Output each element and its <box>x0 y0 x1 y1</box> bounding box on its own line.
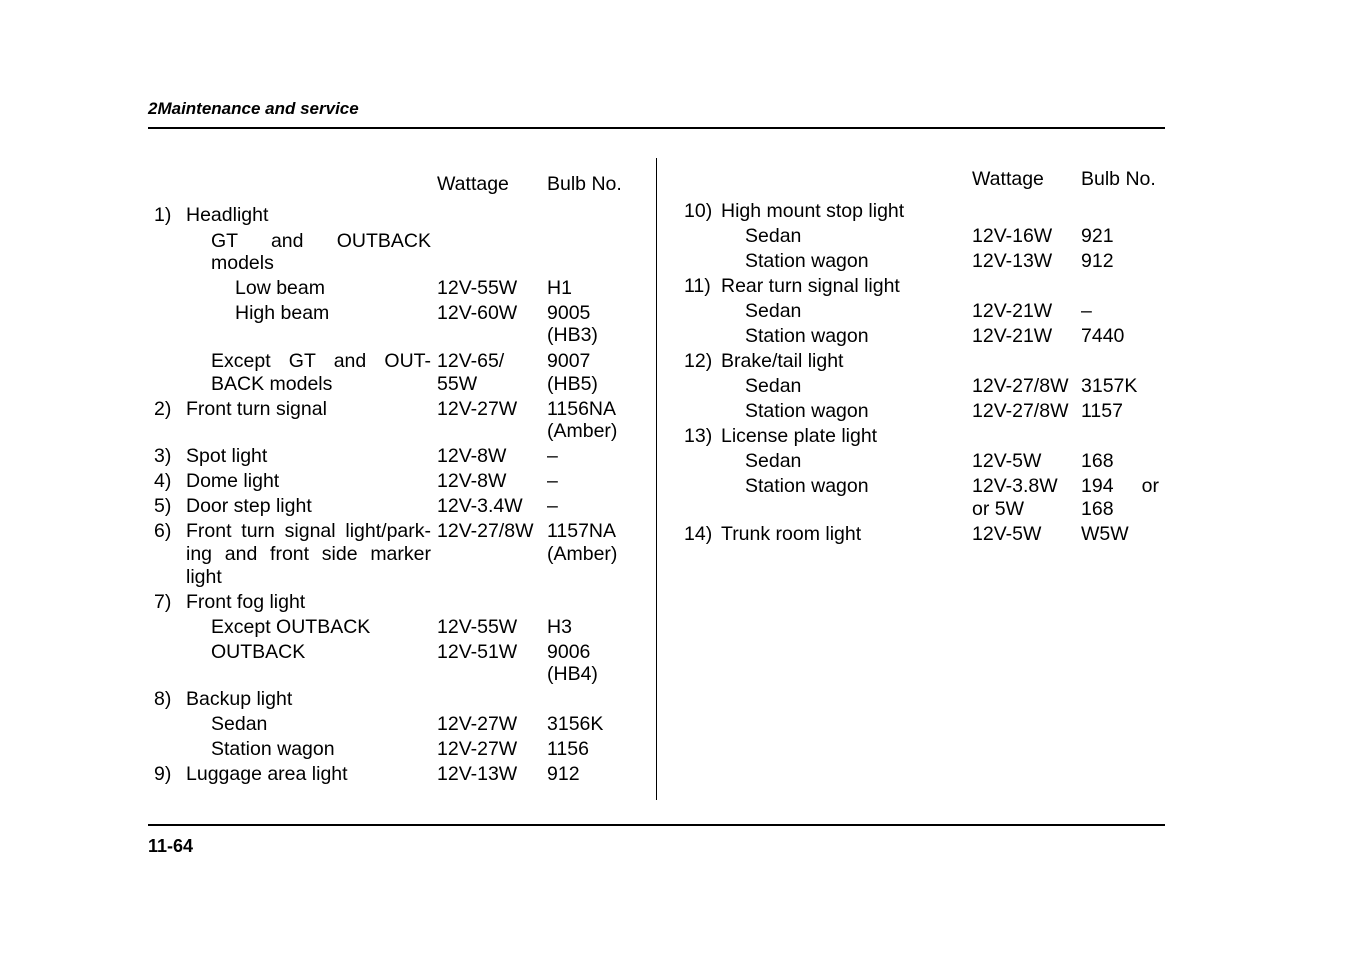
wattage-value: 12V-13W <box>972 250 1053 272</box>
wattage-value: 12V-27/8W <box>972 400 1069 422</box>
item-label: Front fog light <box>186 591 306 613</box>
bulb-number: (HB4) <box>547 663 598 685</box>
item-number: 13) <box>684 425 713 447</box>
item-label: Station wagon <box>745 250 869 272</box>
wattage-value: 12V-27W <box>437 713 518 735</box>
wattage-value: 12V-21W <box>972 325 1053 347</box>
item-label: Luggage area light <box>186 763 348 785</box>
item-label: Spot light <box>186 445 268 467</box>
wattage-value: 12V-51W <box>437 641 518 663</box>
item-label: Sedan <box>745 225 802 247</box>
running-header: 2Maintenance and service <box>148 99 359 118</box>
bulb-number: 912 <box>1081 250 1114 272</box>
wattage-value: 12V-5W <box>972 450 1042 472</box>
wattage-column-header: Wattage <box>972 168 1044 190</box>
wattage-value: 12V-27/8W <box>437 520 534 542</box>
bulb-number: (HB5) <box>547 373 598 395</box>
wattage-value: 12V-60W <box>437 302 518 324</box>
wattage-value: 12V-8W <box>437 445 507 467</box>
bulb-number: 1157NA <box>547 520 617 542</box>
bulb-number: 7440 <box>1081 325 1125 347</box>
item-label: Sedan <box>211 713 268 735</box>
bulb-number: (Amber) <box>547 543 618 565</box>
item-label: High beam <box>235 302 330 324</box>
wattage-value: 12V-13W <box>437 763 518 785</box>
item-number: 5) <box>154 495 172 517</box>
item-label: Front turn signal light/park- <box>186 520 431 542</box>
item-number: 12) <box>684 350 713 372</box>
item-label: High mount stop light <box>721 200 905 222</box>
bulb-number: 194 or <box>1081 475 1159 497</box>
wattage-value: 12V-16W <box>972 225 1053 247</box>
wattage-value: 12V-27W <box>437 398 518 420</box>
wattage-value: 12V-55W <box>437 616 518 638</box>
wattage-value: or 5W <box>972 498 1025 520</box>
bulb-number: 9005 <box>547 302 591 324</box>
item-number: 1) <box>154 204 172 226</box>
item-label: BACK models <box>211 373 333 395</box>
item-number: 2) <box>154 398 172 420</box>
item-number: 3) <box>154 445 172 467</box>
item-number: 8) <box>154 688 172 710</box>
wattage-value: 12V-65/ <box>437 350 505 372</box>
wattage-value: 12V-21W <box>972 300 1053 322</box>
item-number: 4) <box>154 470 172 492</box>
item-label: Station wagon <box>745 400 869 422</box>
bulb-number: W5W <box>1081 523 1129 545</box>
wattage-value: 55W <box>437 373 478 395</box>
item-label: Brake/tail light <box>721 350 844 372</box>
bulb-number: 168 <box>1081 498 1114 520</box>
item-label: OUTBACK <box>211 641 306 663</box>
wattage-column-header: Wattage <box>437 173 509 195</box>
page-number: 11-64 <box>148 836 194 856</box>
item-number: 11) <box>684 275 711 297</box>
bulb-number: 1156NA <box>547 398 617 420</box>
bulb-number: 9006 <box>547 641 591 663</box>
wattage-value: 12V-55W <box>437 277 518 299</box>
item-label: Except GT and OUT- <box>211 350 431 372</box>
bulb-column-header: Bulb No. <box>547 173 622 195</box>
item-label: Station wagon <box>745 325 869 347</box>
item-label: light <box>186 566 222 588</box>
item-number: 9) <box>154 763 172 785</box>
item-label: Low beam <box>235 277 325 299</box>
item-label: models <box>211 252 274 274</box>
bulb-number: – <box>1081 300 1092 322</box>
item-label: Sedan <box>745 450 802 472</box>
item-label: Sedan <box>745 375 802 397</box>
bulb-number: 3156K <box>547 713 604 735</box>
item-number: 7) <box>154 591 172 613</box>
header-rule <box>148 127 1165 129</box>
item-label: Station wagon <box>211 738 335 760</box>
bulb-number: 921 <box>1081 225 1114 247</box>
item-label: Door step light <box>186 495 312 517</box>
item-number: 14) <box>684 523 713 545</box>
bulb-number: 168 <box>1081 450 1114 472</box>
item-label: Headlight <box>186 204 269 226</box>
bulb-number: – <box>547 470 558 492</box>
bulb-number: (Amber) <box>547 420 618 442</box>
item-label: Except OUTBACK <box>211 616 371 638</box>
item-label: Front turn signal <box>186 398 327 420</box>
item-label: Sedan <box>745 300 802 322</box>
item-label: License plate light <box>721 425 878 447</box>
bulb-number: 9007 <box>547 350 591 372</box>
bulb-number: 1156 <box>547 738 589 760</box>
item-label: Rear turn signal light <box>721 275 900 297</box>
bulb-number: 1157 <box>1081 400 1123 422</box>
footer-rule <box>148 824 1165 826</box>
bulb-number: 912 <box>547 763 580 785</box>
item-label: ing and front side marker <box>186 543 431 565</box>
wattage-value: 12V-5W <box>972 523 1042 545</box>
bulb-number: 3157K <box>1081 375 1138 397</box>
item-label: Backup light <box>186 688 293 710</box>
wattage-value: 12V-27W <box>437 738 518 760</box>
wattage-value: 12V-3.8W <box>972 475 1058 497</box>
item-label: Dome light <box>186 470 280 492</box>
wattage-value: 12V-8W <box>437 470 507 492</box>
bulb-number: H1 <box>547 277 572 299</box>
wattage-value: 12V-3.4W <box>437 495 523 517</box>
bulb-number: – <box>547 445 558 467</box>
bulb-number: – <box>547 495 558 517</box>
bulb-column-header: Bulb No. <box>1081 168 1156 190</box>
item-number: 6) <box>154 520 172 542</box>
column-divider <box>656 158 657 800</box>
wattage-value: 12V-27/8W <box>972 375 1069 397</box>
item-number: 10) <box>684 200 713 222</box>
bulb-number: (HB3) <box>547 324 598 346</box>
item-label: GT and OUTBACK <box>211 230 431 252</box>
bulb-number: H3 <box>547 616 572 638</box>
item-label: Trunk room light <box>721 523 862 545</box>
item-label: Station wagon <box>745 475 869 497</box>
